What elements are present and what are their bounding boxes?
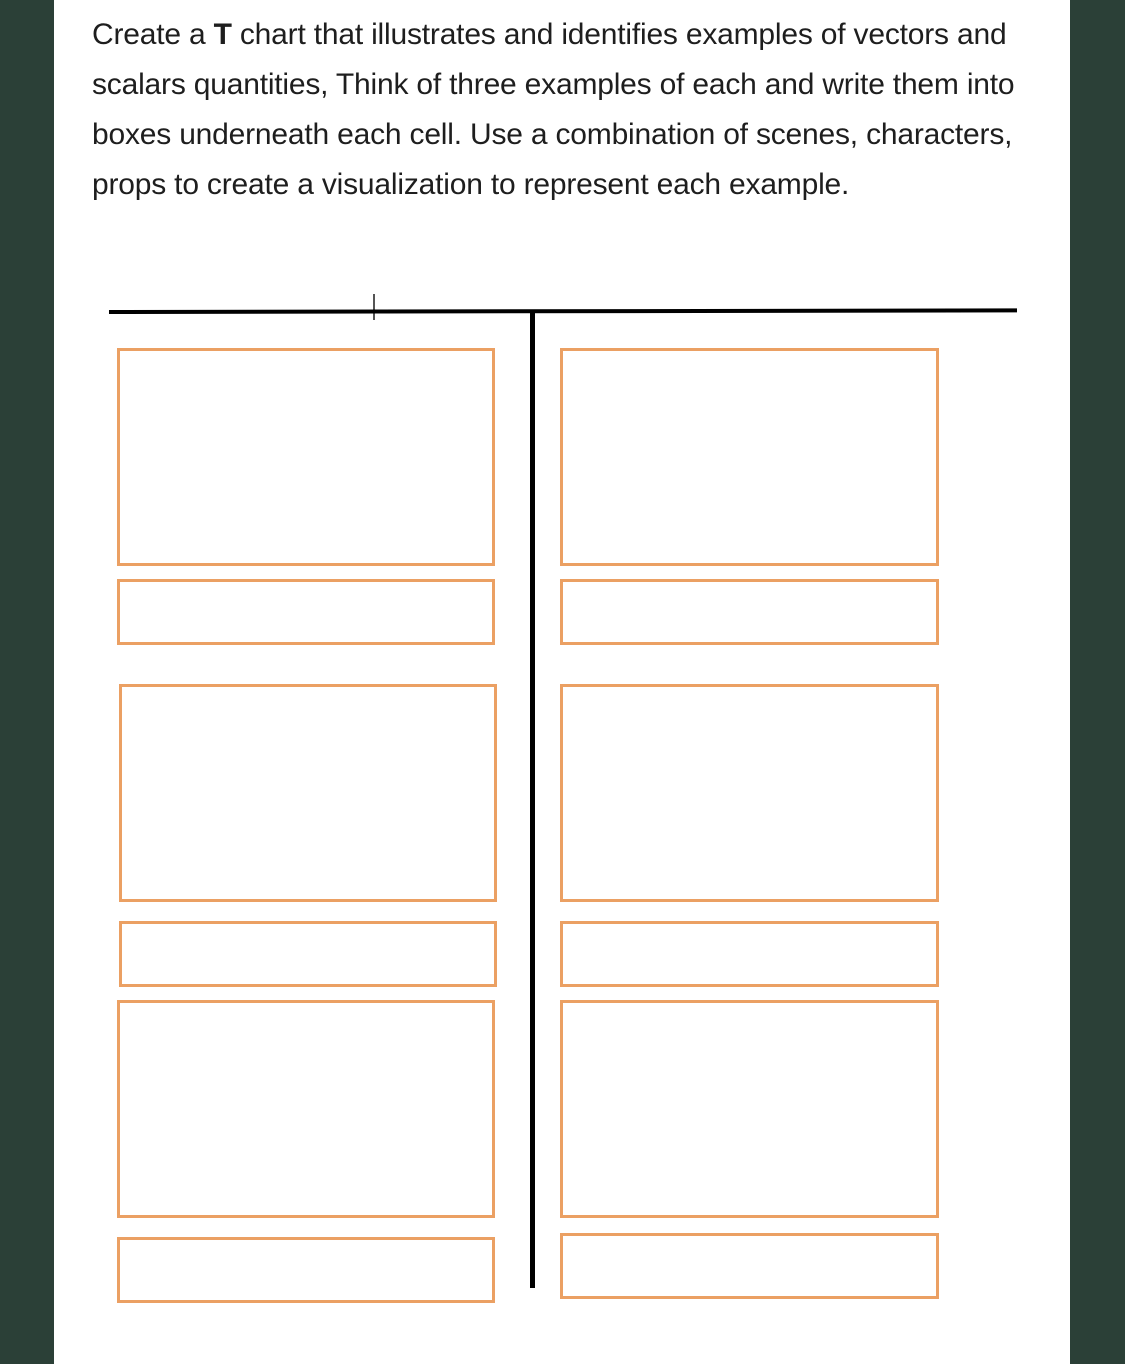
- instructions-text: [92, 10, 1052, 210]
- right-illustration-box-2[interactable]: [560, 684, 939, 902]
- left-label-box-1[interactable]: [117, 579, 495, 645]
- right-label-box-1[interactable]: [560, 579, 939, 645]
- instructions-lead: Create a: [92, 18, 214, 51]
- left-label-box-3[interactable]: [117, 1237, 495, 1303]
- instructions-t-letter: T: [213, 18, 232, 51]
- t-chart-vertical-stem: [530, 312, 535, 1288]
- left-illustration-box-1[interactable]: [117, 348, 495, 566]
- worksheet-page: [54, 0, 1070, 1364]
- right-illustration-box-3[interactable]: [560, 1000, 939, 1218]
- left-illustration-box-3[interactable]: [117, 1000, 495, 1218]
- right-illustration-box-1[interactable]: [560, 348, 939, 566]
- left-illustration-box-2[interactable]: [119, 684, 497, 902]
- left-label-box-2[interactable]: [119, 921, 497, 987]
- instructions-body: chart that illustrates and identifies examples of vectors and scalars quantities, Think of three examples of each and write them into boxes underneath each cell. Use a combination of scenes, characters, props to create a visualization to represent each example.: [92, 18, 1015, 201]
- t-chart-tick-mark: [373, 294, 375, 320]
- right-label-box-3[interactable]: [560, 1233, 939, 1299]
- right-label-box-2[interactable]: [560, 921, 939, 987]
- t-chart-horizontal-bar: [109, 308, 1017, 314]
